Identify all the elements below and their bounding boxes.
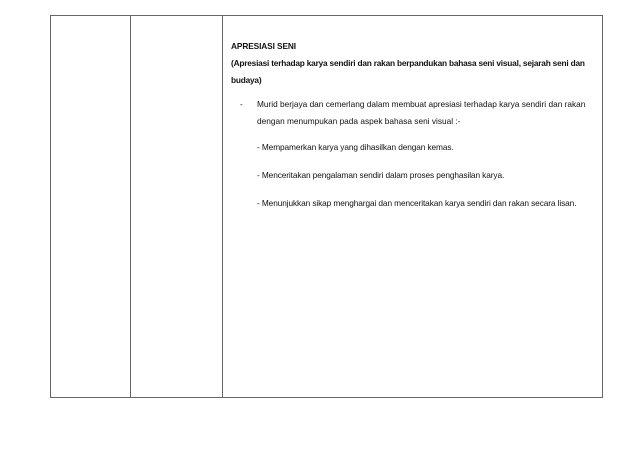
content-table	[50, 15, 603, 398]
section-title: APRESIASI SENI	[231, 41, 296, 51]
table-column-2	[131, 16, 223, 397]
sub-point-2: - Menceritakan pengalaman sendiri dalam proses penghasilan karya.	[257, 170, 505, 180]
section-subtitle: (Apresiasi terhadap karya sendiri dan rakan berpandukan bahasa seni visual, sejarah seni dan budaya)	[231, 58, 585, 85]
sub-point-3: - Menunjukkan sikap menghargai dan menceritakan karya sendiri dan rakan secara lisan.	[257, 198, 577, 208]
sub-point-1: - Mempamerkan karya yang dihasilkan dengan kemas.	[257, 142, 454, 152]
main-point	[231, 96, 592, 130]
bullet-marker: -	[240, 99, 243, 109]
table-column-3	[223, 16, 602, 397]
main-point-text: Murid berjaya dan cemerlang dalam membuat apresiasi terhadap karya sendiri dan rakan dengan menumpukan pada aspek bahasa seni visual :-	[257, 99, 586, 126]
table-column-1	[51, 16, 131, 397]
